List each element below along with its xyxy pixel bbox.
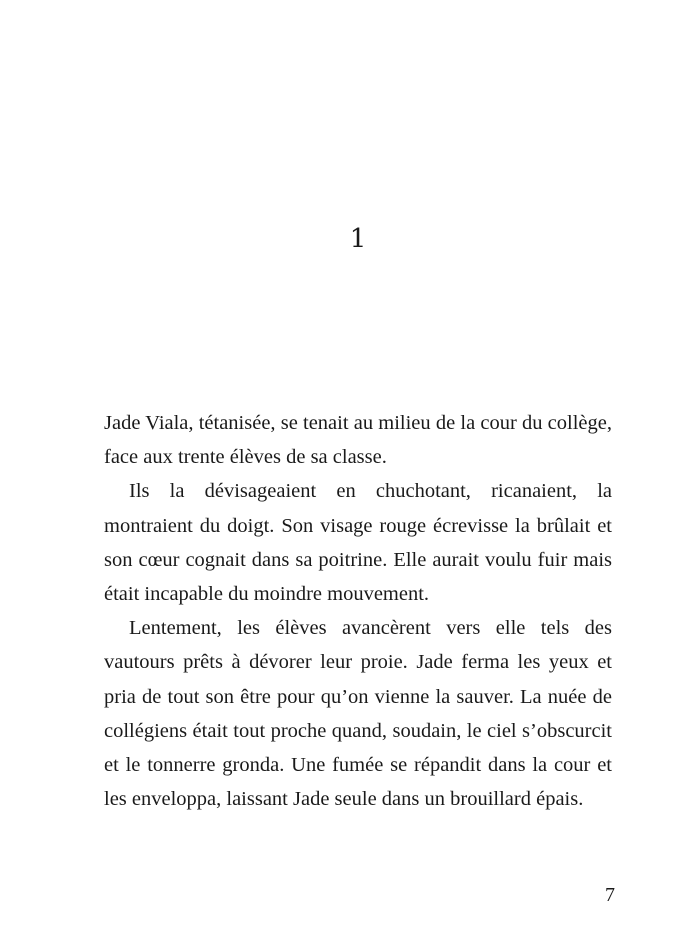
chapter-number: 1 (349, 224, 367, 254)
paragraph-1: Jade Viala, tétanisée, se tenait au milieu de la cour du collège, face aux trente élèves de sa classe. (104, 412, 612, 469)
paragraph-2: Ils la dévisageaient en chuchotant, ricanaient, la montraient du doigt. Son visage rouge écrevisse la brûlait et son cœur cognait dans sa poitrine. Elle aurait voulu fuir mais était incapable du moindre mouvement. (104, 480, 612, 606)
page-number: 7 (605, 884, 615, 906)
chapter-body (104, 406, 612, 816)
paragraph-3: Lentement, les élèves avancèrent vers elle tels des vautours prêts à dévorer leur proie. Jade ferma les yeux et pria de tout son être pour qu’on vienne la sauver. La nuée de collégiens était tout proche quand, soudain, le ciel s’obscurcit et le tonnerre gronda. Une fumée se répandit dans la cour et les enveloppa, laissant Jade seule dans un brouillard épais. (104, 617, 612, 811)
